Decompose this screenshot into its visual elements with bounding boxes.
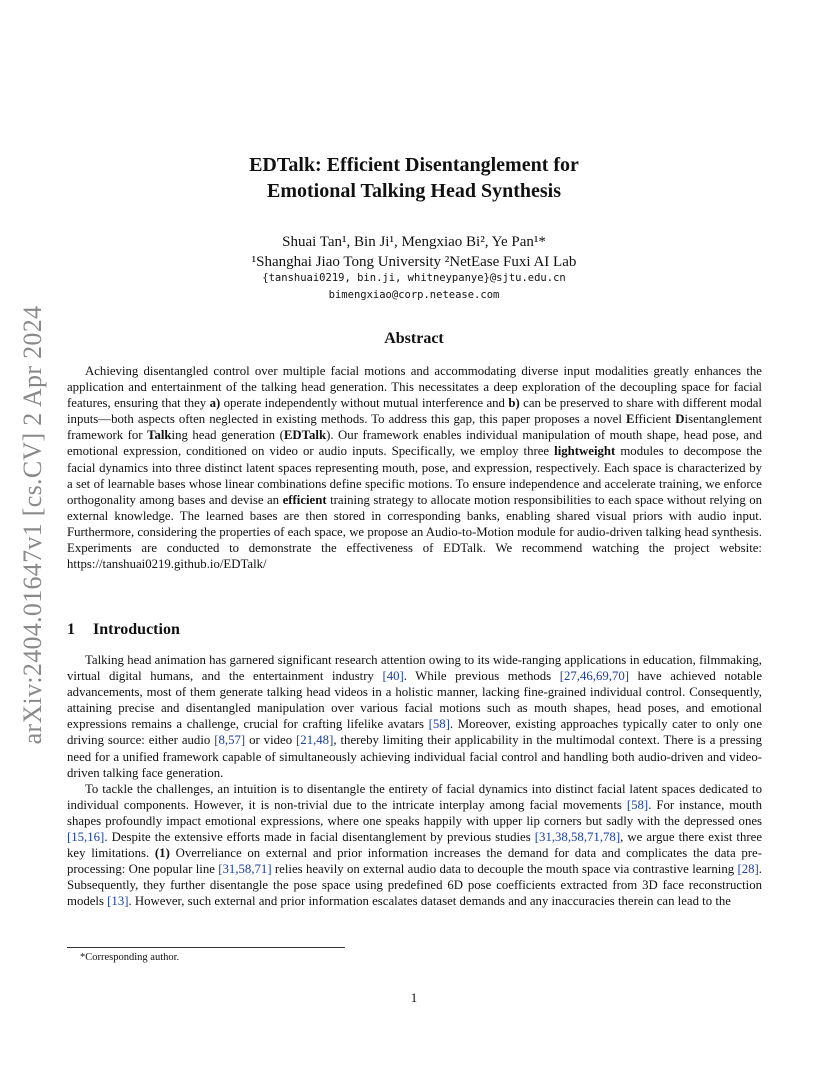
arxiv-sidebar-stamp [8,290,58,760]
intro-paragraph-1: Talking head animation has garnered significant research attention owing to its wide-ranging applications in education, filmmaking, virtual digital humans, and the entertainment industry [40]. While previous methods [27,46,69,70] have achieved notable advancements, most of them generate talking head videos in a holistic manner, lacking fine-grained individual control. Consequently, attaining precise and disentangled manipulation over various facial motions such as mouth shapes, head poses, and emotional expressions remains a challenge, crucial for crafting lifelike avatars [58]. Moreover, existing approaches typically cater to only one driving source: either audio [8,57] or video [21,48], thereby limiting their applicability in the multimodal context. There is a pressing need for a unified framework capable of simultaneously achieving individual facial control and handling both audio-driven and video-driven talking face generation. [67,653,763,780]
citation-link[interactable]: [15,16] [67,830,105,845]
citation-link[interactable]: [28] [737,862,759,877]
citation-link[interactable]: [27,46,69,70] [559,669,630,684]
citation-link[interactable]: [58] [428,717,450,732]
citation-link[interactable]: [21,48] [296,733,334,748]
title-line-2: Emotional Talking Head Synthesis [267,180,561,202]
citation-link[interactable]: [31,38,58,71,78] [534,830,621,845]
author-names: Shuai Tan¹, Bin Ji¹, Mengxiao Bi², Ye Pan¹* [282,234,546,250]
page-number: 1 [410,990,418,1005]
citation-link[interactable]: [31,58,71] [218,862,272,877]
citation-link[interactable]: [8,57] [214,733,246,748]
section-number: 1 [67,621,75,638]
footnote-corresponding-author: *Corresponding author. [80,952,180,963]
citation-link[interactable]: [13] [107,894,129,909]
title-line-1: EDTalk: Efficient Disentanglement for [249,154,579,176]
citation-link[interactable]: [58] [626,797,649,812]
abstract-body: Achieving disentangled control over multiple facial motions and accommodating diverse input modalities greatly enhances the application and entertainment of the talking head generation. This necessitates a deep exploration of the decoupling space for facial features, ensuring that they a) operate independently without mutual interference and b) can be preserved to share with different modal inputs—both aspects often neglected in existing methods. To address this gap, this paper proposes a novel Efficient Disentanglement framework for Talking head generation (EDTalk). Our framework enables individual manipulation of mouth shape, head pose, and emotional expression, conditioned on video or audio inputs. Specifically, we employ three lightweight modules to decompose the facial dynamics into three distinct latent spaces representing mouth, pose, and expression, respectively. Each space is characterized by a set of learnable bases whose linear combinations define specific motions. To ensure independence and accelerate training, we enforce orthogonality among bases and devise an efficient training strategy to allocate motion responsibilities to each space without relying on external knowledge. The learned bases are then stored in corresponding banks, enabling shared visual priors with audio input. Furthermore, considering the properties of each space, we propose an Audio-to-Motion module for audio-driven talking head synthesis. Experiments are conducted to demonstrate the effectiveness of EDTalk. We recommend watching the project website: https://tanshuai0219.github.io/EDTalk/ [67,364,762,572]
paper-title [0,152,828,204]
abstract-heading: Abstract [384,330,444,347]
author-block [0,232,828,272]
citation-link[interactable]: [40] [382,669,404,684]
section-title: Introduction [93,621,180,638]
introduction-body [67,652,762,910]
footnote-divider [67,947,345,948]
author-email-1: {tanshuai0219, bin.ji, whitneypanye}@sjtu.edu.cn [262,272,566,284]
intro-paragraph-2: To tackle the challenges, an intuition is to disentangle the entirety of facial dynamics into distinct facial latent spaces dedicated to individual components. However, it is non-trivial due to the intricate interplay among facial movements [58]. For instance, mouth shapes profoundly impact emotional expressions, where one speaks happily with upper lip corners but sadly with the depressed ones [15,16]. Despite the extensive efforts made in facial disentanglement by previous studies [31,38,58,71,78], we argue there exist three key limitations. (1) Overreliance on external and prior information increases the demand for data and complicates the data pre-processing: One popular line [31,58,71] relies heavily on external audio data to decouple the mouth space via contrastive learning [28]. Subsequently, they further disentangle the pose space using predefined 6D pose coefficients extracted from 3D face reconstruction models [13]. However, such external and prior information escalates dataset demands and any inaccuracies therein can lead to the [67,781,763,909]
section-heading-introduction [67,621,180,639]
author-email-2: bimengxiao@corp.netease.com [328,289,500,301]
author-affiliations: ¹Shanghai Jiao Tong University ²NetEase Fuxi AI Lab [251,254,577,270]
arxiv-identifier: arXiv:2404.01647v1 [cs.CV] 2 Apr 2024 [18,305,47,745]
